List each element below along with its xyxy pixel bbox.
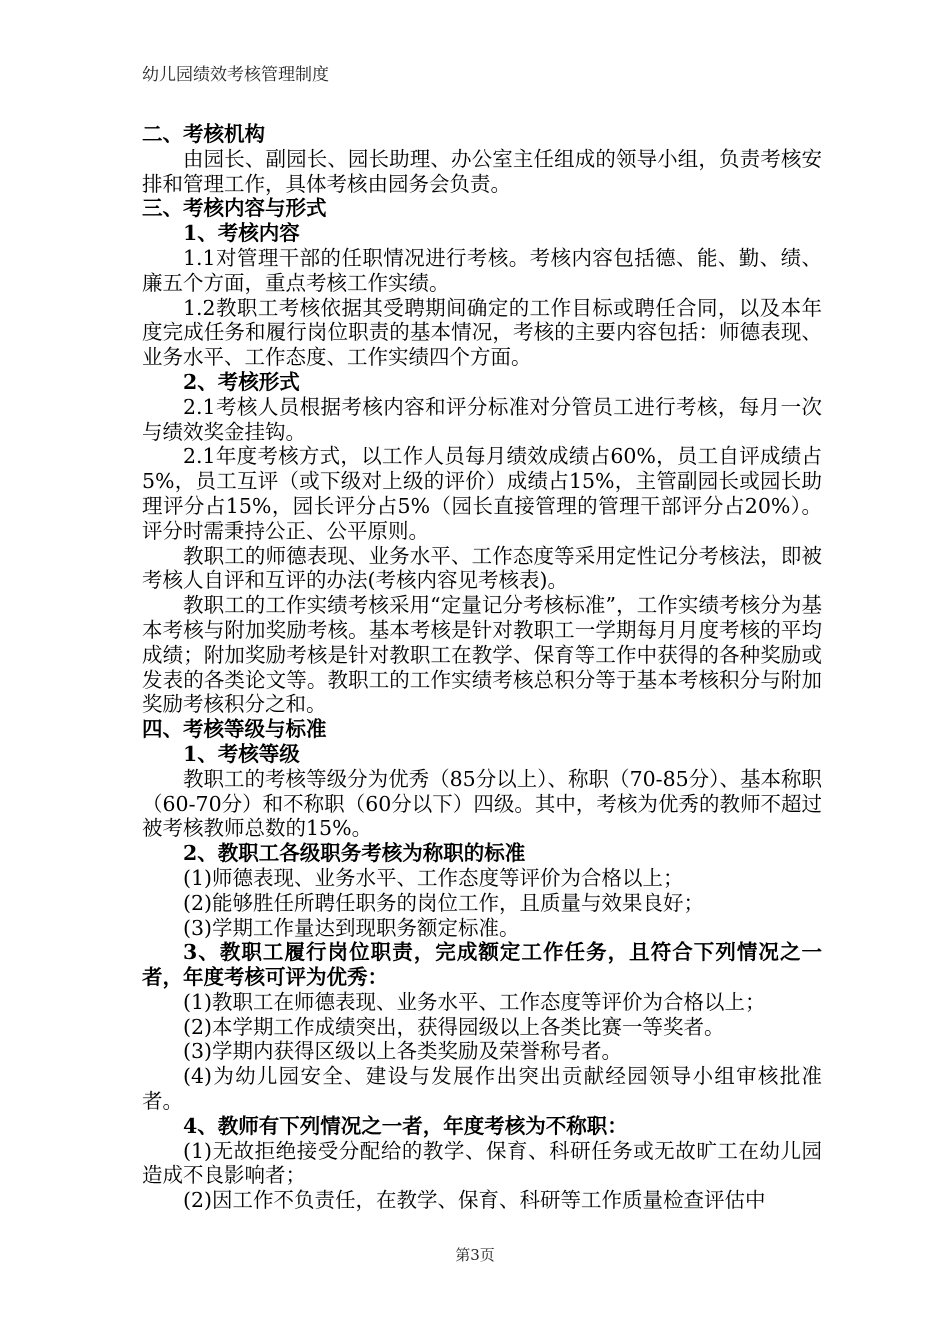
list-item: (3)学期工作量达到现职务额定标准。	[183, 915, 520, 940]
subsection-heading: 4、教师有下列情况之一者，年度考核为不称职：	[183, 1113, 628, 1138]
list-item: (1)教职工在师德表现、业务水平、工作态度等评价为合格以上；	[183, 989, 766, 1014]
paragraph: 由园长、副园长、园长助理、办公室主任组成的领导小组，负责考核安排和管理工作，具体考核由园务会负责。	[142, 146, 822, 196]
paragraph: 2.1年度考核方式，以工作人员每月绩效成绩占60%，员工自评成绩占5%，员工互评（或下级对上级的评价）成绩占15%，主管副园长或园长助理评分占15%，园长评分占5%（园长直接管理的管理干部评分占20%）。评分时需秉持公正、公平原则。	[142, 444, 822, 543]
subsection-heading: 2、教职工各级职务考核为称职的标准	[183, 841, 526, 866]
list-item: (3)学期内获得区级以上各类奖励及荣誉称号者。	[183, 1039, 623, 1064]
list-item: (1)师德表现、业务水平、工作态度等评价为合格以上；	[183, 865, 684, 890]
paragraph: 教职工的工作实绩考核采用“定量记分考核标准”，工作实绩考核分为基本考核与附加奖励考核。基本考核是针对教职工一学期每月月度考核的平均成绩；附加奖励考核是针对教职工在教学、保育等工作中获得的各种奖励或发表的各类论文等。教职工的工作实绩考核总积分等于基本考核积分与附加奖励考核积分之和。	[142, 593, 822, 717]
list-item: (1)无故拒绝接受分配给的教学、保育、科研任务或无故旷工在幼儿园造成不良影响者；	[142, 1138, 822, 1188]
subsection-heading: 2、考核形式	[183, 369, 300, 394]
paragraph: 教职工的师德表现、业务水平、工作态度等采用定性记分考核法，即被考核人自评和互评的办法(考核内容见考核表)。	[142, 543, 822, 593]
subsection-heading: 1、考核等级	[183, 741, 300, 766]
document-body	[142, 122, 822, 1213]
list-item: (2)本学期工作成绩突出，获得园级以上各类比赛一等奖者。	[183, 1014, 725, 1039]
section-heading: 二、考核机构	[142, 122, 265, 146]
list-item: (2)能够胜任所聘任职务的岗位工作，且质量与效果良好；	[183, 890, 705, 915]
section-heading: 三、考核内容与形式	[142, 196, 327, 221]
paragraph: 1.2教职工考核依据其受聘期间确定的工作目标或聘任合同，以及本年度完成任务和履行岗位职责的基本情况，考核的主要内容包括：师德表现、业务水平、工作态度、工作实绩四个方面。	[142, 295, 822, 370]
section-heading: 四、考核等级与标准	[142, 717, 327, 742]
list-item: (2)因工作不负责任，在教学、保育、科研等工作质量检查评估中	[183, 1188, 766, 1213]
document-header: 幼儿园绩效考核管理制度	[142, 65, 329, 85]
subsection-heading: 3、教职工履行岗位职责，完成额定工作任务，且符合下列情况之一者，年度考核可评为优秀：	[142, 940, 822, 990]
subsection-heading: 1、考核内容	[183, 221, 300, 246]
page-number: 第3页	[455, 1246, 495, 1264]
paragraph: 2.1考核人员根据考核内容和评分标准对分管员工进行考核，每月一次与绩效奖金挂钩。	[142, 394, 822, 444]
paragraph: 1.1对管理干部的任职情况进行考核。考核内容包括德、能、勤、绩、廉五个方面，重点考核工作实绩。	[142, 245, 822, 295]
list-item: (4)为幼儿园安全、建设与发展作出突出贡献经园领导小组审核批准者。	[142, 1064, 822, 1114]
paragraph: 教职工的考核等级分为优秀（85分以上）、称职（70-85分）、基本称职（60-70分）和不称职（60分以下）四级。其中，考核为优秀的教师不超过被考核教师总数的15%。	[142, 766, 822, 841]
